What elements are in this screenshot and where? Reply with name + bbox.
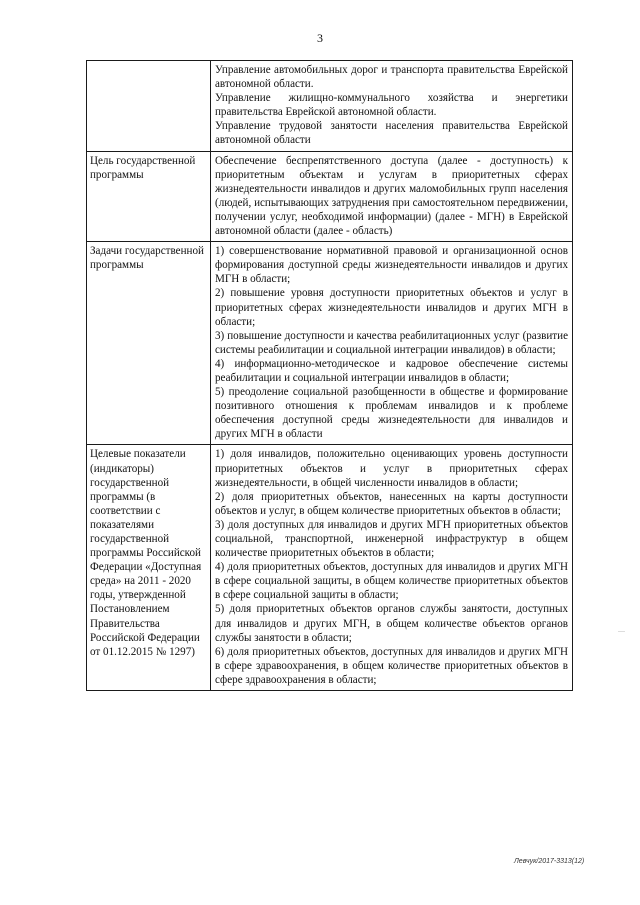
row-label-cell <box>87 151 211 242</box>
table-row <box>87 61 573 152</box>
row-paragraph: 4) доля приоритетных объектов, доступных для инвалидов и других МГН в сфере социальной защиты, в общем количестве приоритетных объектов в сфере социальной защиты в области; <box>215 561 568 602</box>
row-content-cell <box>211 151 573 242</box>
row-label: Цель государственной программы <box>90 154 196 181</box>
row-paragraph: 1) доля инвалидов, положительно оценивающих уровень доступности приоритетных объектов и услуг в приоритетных сферах жизнедеятельности, в общей численности инвалидов в области; <box>215 448 568 489</box>
page-number: 3 <box>317 31 323 45</box>
row-label-cell <box>87 61 211 152</box>
row-paragraph: Обеспечение беспрепятственного доступа (далее - доступность) к приоритетным объектам и услугам в приоритетных сферах жизнедеятельности инвалидов и других маломобильных групп населения (людей, испытывающих затруднения при самостоятельном передвижении, получении услуг, необходимой информации) (далее - МГН) в Еврейской автономной области (далее - область) <box>215 154 568 238</box>
row-paragraph: 3) доля доступных для инвалидов и других МГН приоритетных объектов социальной, транспортной, инженерной инфраструктур в общем количестве приоритетных объектов в области; <box>215 518 568 560</box>
row-paragraph: 4) информационно-методическое и кадровое обеспечение системы реабилитации и социальной интеграции инвалидов в области; <box>215 357 568 384</box>
row-content-cell <box>211 61 573 152</box>
row-label-cell <box>87 242 211 445</box>
document-footer: Левчук/2017-3313(12) <box>514 858 585 865</box>
row-label-cell <box>87 445 211 691</box>
table-row <box>87 242 573 445</box>
row-paragraph: 1) совершенствование нормативной правовой и организационной основ формирования доступной среды жизнедеятельности инвалидов и других МГН в области; <box>215 245 568 286</box>
row-paragraph: Управление жилищно-коммунального хозяйства и энергетики правительства Еврейской автономной области. <box>215 92 568 119</box>
passport-table <box>86 60 573 691</box>
row-paragraph: 5) доля приоритетных объектов органов службы занятости, доступных для инвалидов и других МГН, в общем количестве объектов органов службы занятости в области; <box>215 603 568 644</box>
row-content-cell <box>211 445 573 691</box>
row-paragraph: 3) повышение доступности и качества реабилитационных услуг (развитие системы реабилитации и социальной интеграции инвалидов) в области; <box>215 329 568 356</box>
row-content-cell <box>211 242 573 445</box>
row-label: Целевые показатели (индикаторы) государственной программы (в соответствии с показателями государственной программы Российской Федерации «Доступная среда» на 2011 - 2020 годы, утвержденной Постановлением Правительства Российской Федерации от 01.12.2015 № 1297) <box>90 448 202 658</box>
row-paragraph: Управление автомобильных дорог и транспорта правительства Еврейской автономной области. <box>215 64 568 91</box>
table-body <box>87 61 573 691</box>
row-paragraph: 2) повышение уровня доступности приоритетных объектов и услуг в приоритетных сферах жизнедеятельности инвалидов и других МГН в области; <box>215 287 568 328</box>
row-paragraph: Управление трудовой занятости населения правительства Еврейской автономной области <box>215 120 568 147</box>
row-label: Задачи государственной программы <box>90 245 204 272</box>
row-paragraph: 5) преодоление социальной разобщенности в обществе и формирование позитивного отношения к проблемам инвалидов и к проблеме обеспечения доступной среды жизнедеятельности для инвалидов и других МГН в области <box>215 386 568 441</box>
table-row <box>87 151 573 242</box>
table-row <box>87 445 573 691</box>
row-paragraph: 2) доля приоритетных объектов, нанесенных на карты доступности объектов и услуг, в общем количестве приоритетных объектов в области; <box>215 490 568 517</box>
margin-mark: — <box>618 628 625 635</box>
row-paragraph: 6) доля приоритетных объектов, доступных для инвалидов и других МГН в сфере здравоохранения, в общем количестве приоритетных объектов в сфере здравоохранения в области; <box>215 645 568 686</box>
